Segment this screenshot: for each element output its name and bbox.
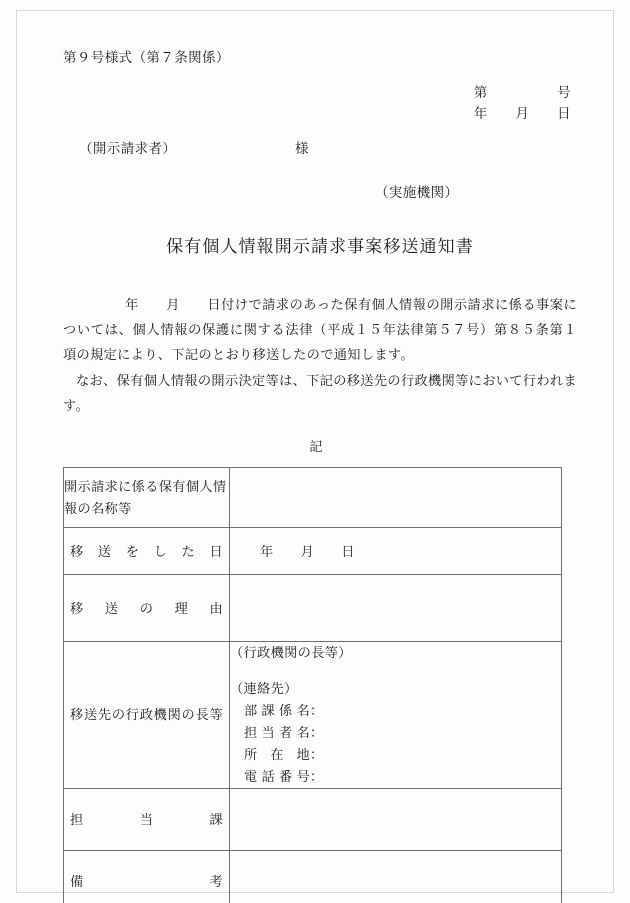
table-row — [64, 468, 562, 528]
row-value-remarks[interactable] — [230, 850, 562, 903]
addressee-row — [63, 137, 577, 157]
table-row — [64, 575, 562, 642]
row-value-information-name[interactable] — [230, 468, 562, 528]
table-row — [64, 642, 562, 788]
contact-item-division: 部課係名： — [244, 703, 324, 719]
document-meta — [63, 82, 577, 126]
row-label-responsible-section: 担当課 — [64, 788, 230, 850]
contact-head-label: （連絡先） — [230, 681, 298, 697]
table-row — [64, 528, 562, 575]
row-value-transfer-date[interactable] — [230, 528, 562, 575]
notification-table — [63, 467, 562, 903]
table-row — [64, 850, 562, 903]
document-date: 年 月 日 — [473, 106, 571, 122]
paper-sheet — [16, 10, 614, 893]
body-text — [63, 292, 577, 419]
addressee-label: （開示請求者） — [79, 141, 177, 157]
contact-item-phone: 電話番号： — [244, 768, 324, 784]
body-line-1: 年 月 日付けで請求のあった保有個人情報の開示請求に係る事案については、 — [63, 296, 577, 337]
addressee-honorific: 様 — [295, 141, 309, 157]
body-paragraph-note: なお、保有個人情報の開示決定等は、下記の移送先の行政機関等において行われます。 — [63, 372, 577, 413]
row-label-destination-agency: 移送先の行政機関の長等 — [64, 642, 230, 788]
body-paragraph-main — [63, 292, 577, 368]
row-label-remarks: 備考 — [64, 850, 230, 903]
page-title: 保有個人情報開示請求事案移送通知書 — [166, 237, 474, 257]
issuing-agency: （実施機関） — [375, 185, 459, 201]
contact-item-person: 担当者名： — [244, 725, 324, 741]
body-line-3: とおり移送したので通知します。 — [211, 347, 414, 363]
ki-marker: 記 — [309, 439, 323, 455]
document-content — [63, 51, 577, 903]
row-label-transfer-date: 移送をした日 — [64, 528, 230, 575]
contact-spacer — [230, 664, 561, 678]
transfer-date-blank: 年 月 日 — [260, 543, 355, 559]
contact-item-address: 所在地： — [244, 746, 324, 762]
row-value-transfer-reason[interactable] — [230, 575, 562, 642]
row-value-responsible-section[interactable] — [230, 788, 562, 850]
row-value-destination-agency[interactable] — [230, 642, 562, 788]
row-label-transfer-reason: 移送の理由 — [64, 575, 230, 642]
contact-block — [230, 642, 561, 787]
body-line-2: 個人情報の保護に関する法律（平成１５年法律第５７号）第８５条第１項の規定により、下記の — [63, 321, 578, 363]
agency-head-label: （行政機関の長等） — [230, 645, 352, 661]
document-number: 第 号 — [473, 84, 571, 100]
row-label-information-name: 開示請求に係る保有個人情報の名称等 — [64, 468, 230, 528]
form-number: 第９号様式（第７条関係） — [63, 50, 230, 65]
table-row — [64, 788, 562, 850]
